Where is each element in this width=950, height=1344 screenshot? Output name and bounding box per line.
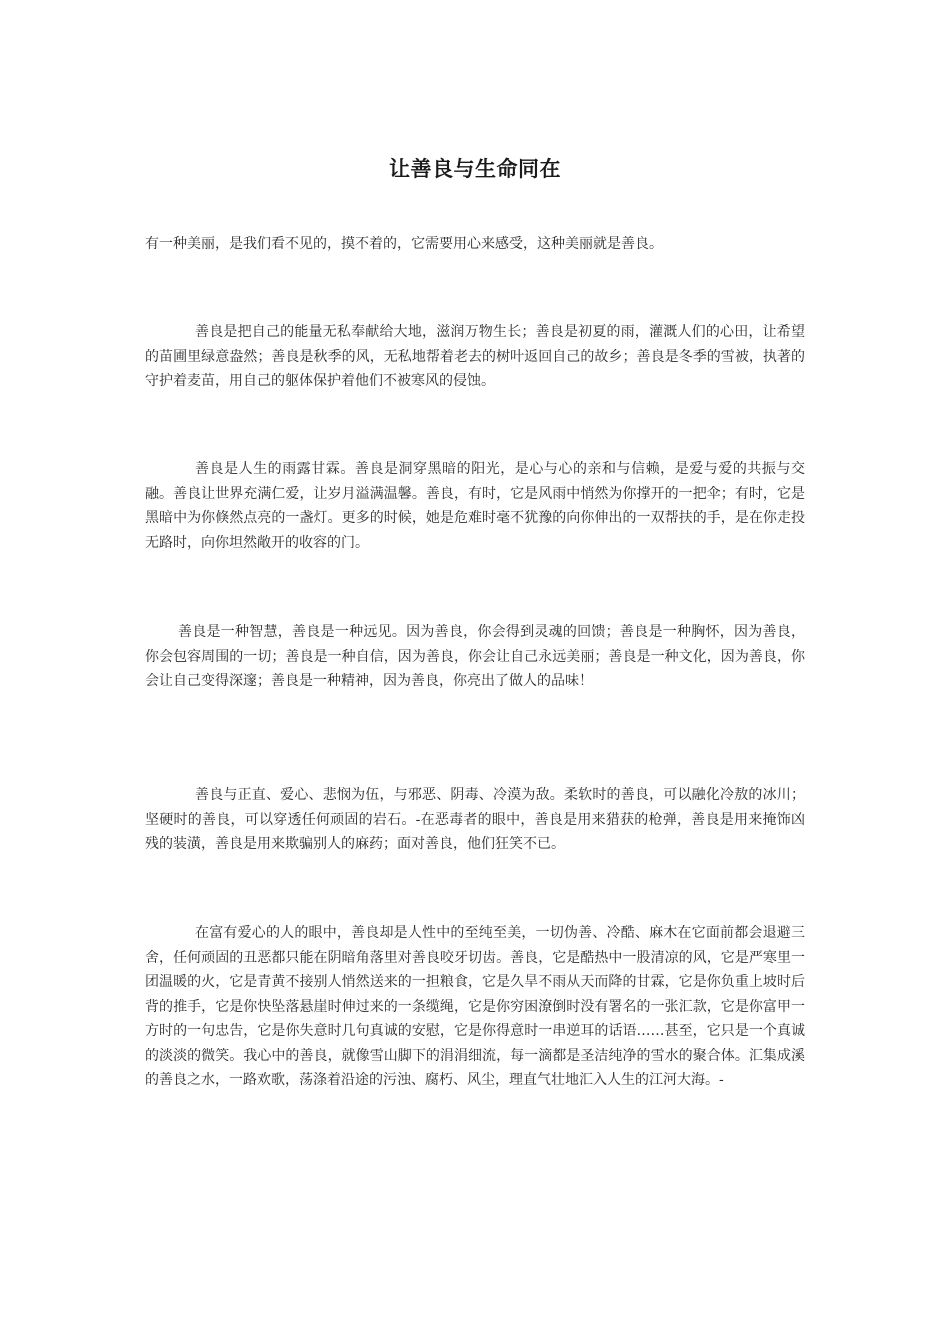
paragraph-intro: 有一种美丽，是我们看不见的，摸不着的，它需要用心来感受，这种美丽就是善良。 — [145, 236, 663, 252]
document-title: 让善良与生命同在 — [389, 157, 561, 181]
paragraph-righteousness: 善良与正直、爱心、悲悯为伍，与邪恶、阴毒、冷漠为敌。柔软时的善良，可以融化冷敖的冰川；坚硬时的善良，可以穿透任何顽固的岩石。-在恶毒者的眼中，善良是用来猎获的枪弹，善良是用来掩饰凶残的装潢，善良是用来欺骗别人的麻药；面对善良，他们狂笑不已。 — [145, 787, 805, 852]
paragraph-wisdom: 善良是一种智慧，善良是一种远见。因为善良，你会得到灵魂的回馈；善良是一种胸怀，因为善良，你会包容周围的一切；善良是一种自信，因为善良，你会让自己永远美丽；善良是一种文化，因为善良，你会让自己变得深邃；善良是一种精神，因为善良，你亮出了做人的品味！ — [145, 624, 805, 689]
paragraph-seasons: 善良是把自己的能量无私奉献给大地，滋润万物生长；善良是初夏的雨，灌溉人们的心田，让希望的苗圃里绿意盎然；善良是秋季的风，无私地帮着老去的树叶返回自己的故乡；善良是冬季的雪被，执著的守护着麦苗，用自己的躯体保护着他们不被寒风的侵蚀。 — [145, 324, 805, 389]
paragraph-rain-and-dew: 善良是人生的雨露甘霖。善良是洞穿黑暗的阳光，是心与心的亲和与信赖，是爱与爱的共振与交融。善良让世界充满仁爱，让岁月溢满温馨。善良，有时，它是风雨中悄然为你撑开的一把伞；有时，它是黑暗中为你倏然点亮的一盏灯。更多的时候，她是危难时毫不犹豫的向你伸出的一双帮扶的手，是在你走投无路时，向你坦然敞开的收容的门。 — [145, 461, 805, 551]
paragraph-purity: 在富有爱心的人的眼中，善良却是人性中的至纯至美，一切伪善、冷酷、麻木在它面前都会退避三舍，任何顽固的丑恶都只能在阴暗角落里对善良咬牙切齿。善良，它是酷热中一股清凉的风，它是严寒里一团温暖的火，它是青黄不接别人悄然送来的一担粮食，它是久旱不雨从天而降的甘霖，它是你负重上坡时后背的推手，它是你快坠落悬崖时伸过来的一条缆绳，它是你穷困潦倒时没有署名的一张汇款，它是你富甲一方时的一句忠告，它是你失意时几句真诚的安慰，它是你得意时一串逆耳的话语……甚至，它只是一个真诚的淡淡的微笑。我心中的善良，就像雪山脚下的涓涓细流，每一滴都是圣洁纯净的雪水的聚合体。汇集成溪的善良之水，一路欢歌，荡涤着沿途的污浊、腐朽、风尘，理直气壮地汇入人生的江河大海。- — [145, 925, 805, 1088]
